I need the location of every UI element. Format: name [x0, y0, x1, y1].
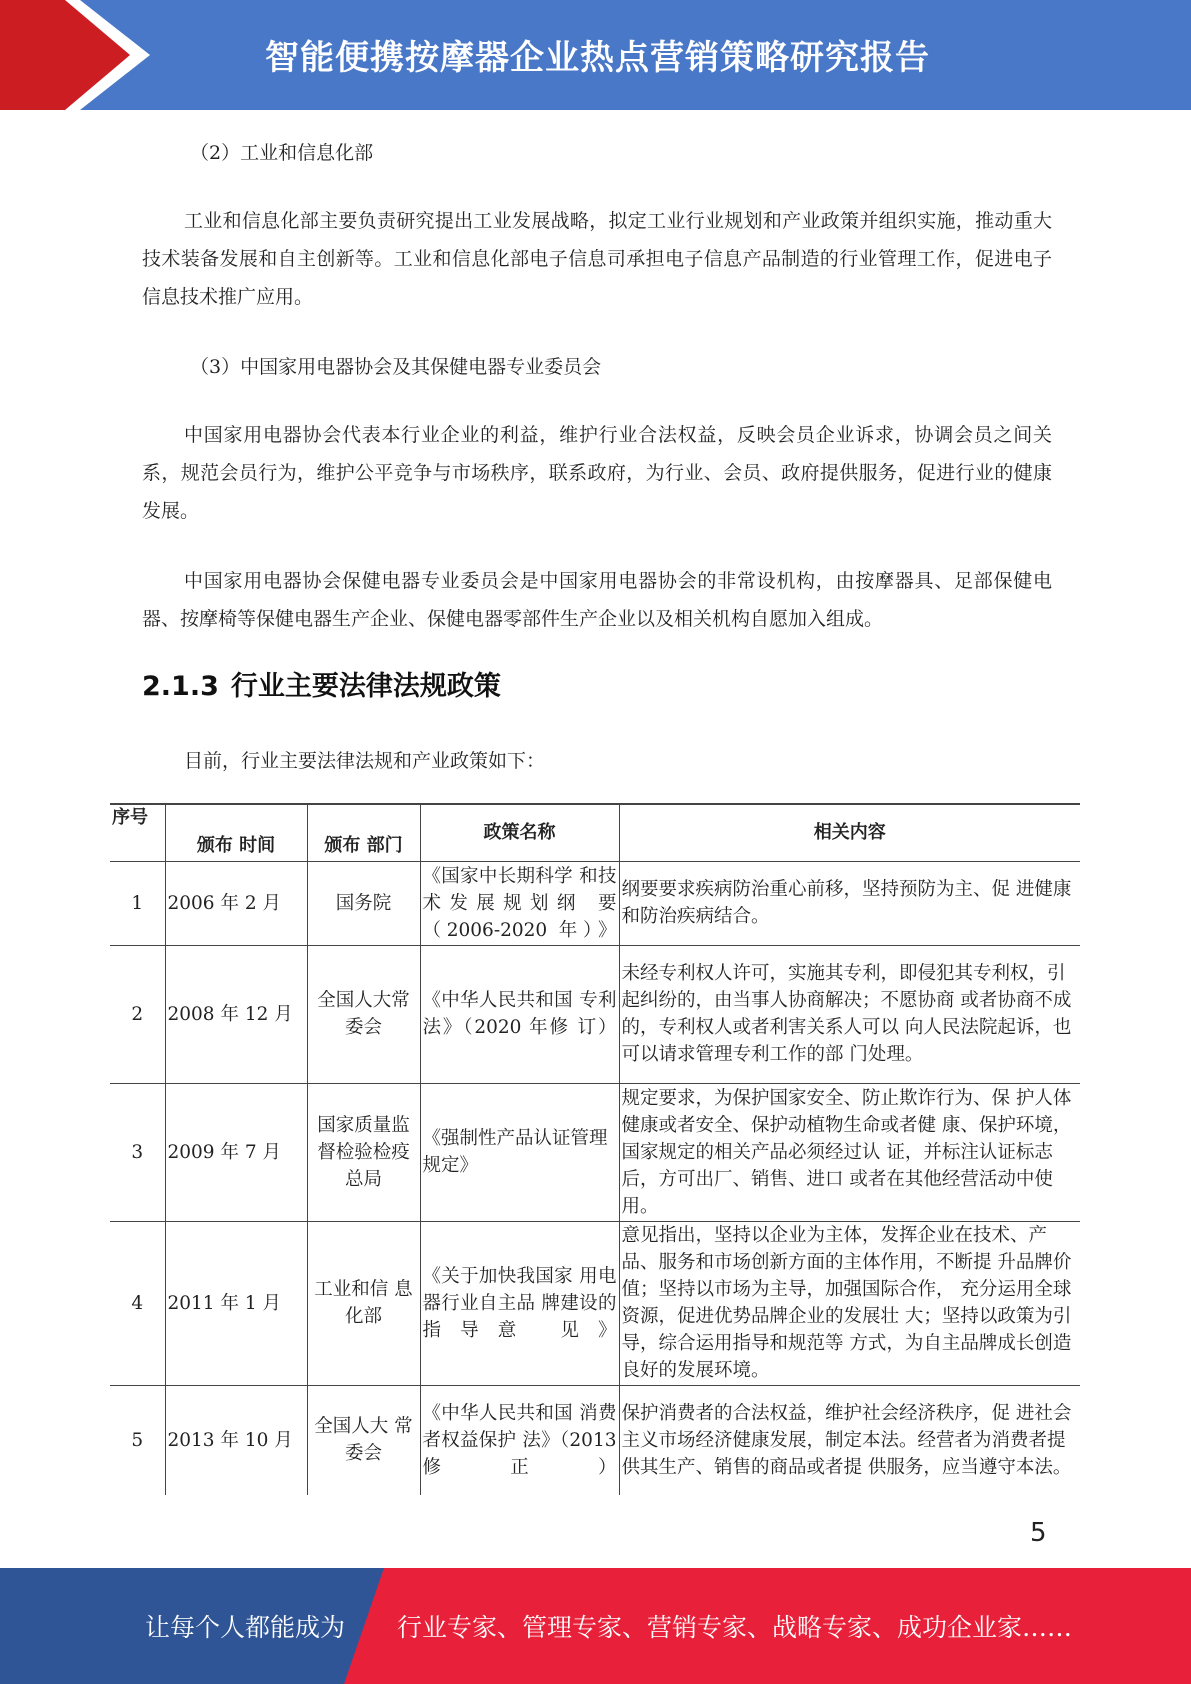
header-policy: 政策名称: [420, 804, 619, 861]
table-header-row: [110, 804, 1080, 861]
cell-content: 意见指出，坚持以企业为主体，发挥企业在技术、产品、服务和市场创新方面的主体作用，不断提 升品牌价值；坚持以市场为主导，加强国际合作， 充分运用全球资源，促进优势品牌企业的发展壮 大；坚持以政策为引导，综合运用指导和规范等 方式，为自主品牌成长创造良好的发展环境。: [619, 1221, 1080, 1385]
subheading-cheaa: （3）中国家用电器协会及其保健电器专业委员会: [190, 356, 602, 378]
page-footer: [0, 1568, 1191, 1684]
cell-policy: 《关于加快我国家 用电器行业自主品 牌建设的指导意 见》: [420, 1221, 619, 1385]
paragraph-health-committee: 中国家用电器协会保健电器专业委员会是中国家用电器协会的非常设机构，由按摩器具、足部保健电器、按摩椅等保健电器生产企业、保健电器零部件生产企业以及相关机构自愿加入组成。: [142, 570, 1052, 630]
cell-date: 2009 年 7 月: [165, 1083, 307, 1221]
cell-dept: 国务院: [307, 861, 420, 945]
footer-slogan-left: 让每个人都能成为: [145, 1613, 346, 1642]
cell-date: 2006 年 2 月: [165, 861, 307, 945]
cell-date: 2013 年 10 月: [165, 1385, 307, 1495]
header-seq: 序号: [110, 804, 165, 861]
cell-content: 纲要要求疾病防治重心前移，坚持预防为主、促 进健康和防治疾病结合。: [619, 861, 1080, 945]
cell-date: 2008 年 12 月: [165, 945, 307, 1083]
footer-slogan-right: 行业专家、管理专家、营销专家、战略专家、成功企业家……: [397, 1613, 1073, 1642]
section-heading-2-1-3: [142, 664, 501, 703]
cell-policy: 《强制性产品认证管理规定》: [420, 1083, 619, 1221]
section-title: 行业主要法律法规政策: [230, 671, 501, 702]
cell-seq: 2: [110, 945, 165, 1083]
table-row: [110, 861, 1080, 945]
report-title: 智能便携按摩器企业热点营销策略研究报告: [265, 38, 930, 78]
header-content: 相关内容: [619, 804, 1080, 861]
header-date: 颁布 时间: [165, 804, 307, 861]
policy-table: [110, 803, 1080, 1495]
table-row: [110, 945, 1080, 1083]
table-row: [110, 1221, 1080, 1385]
table-intro: 目前，行业主要法律法规和产业政策如下：: [184, 750, 546, 772]
cell-content: 规定要求，为保护国家安全、防止欺诈行为、保 护人体健康或者安全、保护动植物生命或者健 康、保护环境，国家规定的相关产品必须经过认 证，并标注认证标志后，方可出厂、销售、进口 或者在其他经营活动中使用。: [619, 1083, 1080, 1221]
cell-seq: 1: [110, 861, 165, 945]
cell-seq: 3: [110, 1083, 165, 1221]
table-row: [110, 1083, 1080, 1221]
cell-dept: 工业和信 息化部: [307, 1221, 420, 1385]
section-number: 2.1.3: [142, 671, 219, 702]
cell-policy: 《中华人民共和国 专利法》（2020 年修 订）: [420, 945, 619, 1083]
cell-dept: 全国人大常委会: [307, 945, 420, 1083]
cell-content: 未经专利权人许可，实施其专利，即侵犯其专利权，引起纠纷的，由当事人协商解决；不愿协商 或者协商不成的，专利权人或者利害关系人可以 向人民法院起诉，也可以请求管理专利工作的部 门处理。: [619, 945, 1080, 1083]
cell-dept: 全国人大 常委会: [307, 1385, 420, 1495]
paragraph-miit: 工业和信息化部主要负责研究提出工业发展战略，拟定工业行业规划和产业政策并组织实施，推动重大技术装备发展和自主创新等。工业和信息化部电子信息司承担电子信息产品制造的行业管理工作，促进电子信息技术推广应用。: [142, 210, 1052, 308]
cell-policy: 《国家中长期科学 和技术发展规划纲 要（2006-2020 年）》: [420, 861, 619, 945]
cell-content: 保护消费者的合法权益，维护社会经济秩序，促 进社会主义市场经济健康发展，制定本法。经营者为消费者提供其生产、销售的商品或者提 供服务，应当遵守本法。: [619, 1385, 1080, 1495]
cell-policy: 《中华人民共和国 消费者权益保护 法》（2013 修正）: [420, 1385, 619, 1495]
paragraph-cheaa: 中国家用电器协会代表本行业企业的利益，维护行业合法权益，反映会员企业诉求，协调会员之间关系，规范会员行为，维护公平竞争与市场秩序，联系政府，为行业、会员、政府提供服务，促进行业的健康发展。: [142, 424, 1052, 522]
cell-seq: 4: [110, 1221, 165, 1385]
cell-dept: 国家质量监督检验检疫总局: [307, 1083, 420, 1221]
header-dept: 颁布 部门: [307, 804, 420, 861]
table-row: [110, 1385, 1080, 1495]
cell-seq: 5: [110, 1385, 165, 1495]
subheading-miit: （2）工业和信息化部: [190, 142, 374, 164]
cell-date: 2011 年 1 月: [165, 1221, 307, 1385]
page-header: [0, 0, 1191, 110]
page-number: 5: [1030, 1518, 1047, 1548]
